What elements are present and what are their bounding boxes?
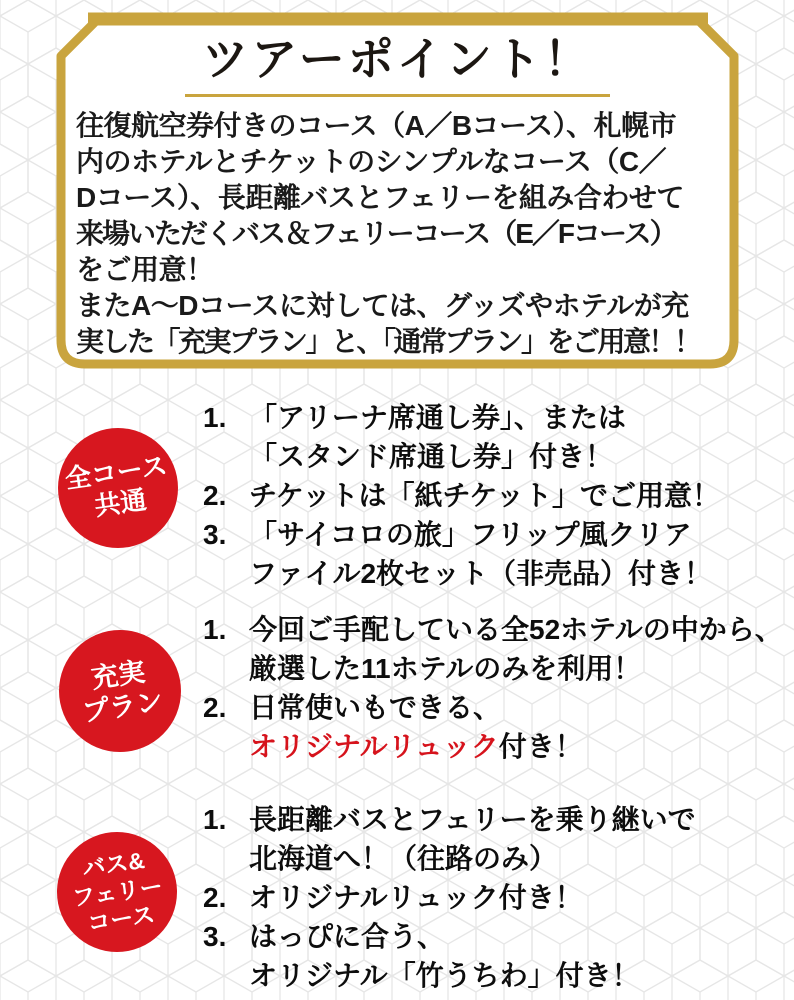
list-text: チケットは「紙チケット」でご用意！ bbox=[249, 480, 720, 511]
badge-label-line: バス& bbox=[80, 846, 146, 882]
list-item-line bbox=[249, 476, 720, 515]
list-text: 今回ご手配している全52ホテルの中から、 bbox=[249, 614, 783, 645]
section-badge bbox=[58, 428, 178, 548]
list-text: 日常使いもできる、 bbox=[249, 692, 502, 723]
description-line: 内のホテルとチケットのシンプルなコース（C／ bbox=[76, 146, 667, 178]
list-text: はっぴに合う、 bbox=[249, 921, 446, 952]
list-text: オリジナルリュック付き！ bbox=[249, 882, 583, 913]
list-item-line bbox=[249, 688, 583, 727]
list-item-line bbox=[249, 554, 712, 593]
item-number: 2. bbox=[203, 480, 227, 511]
description-line: をご用意！ bbox=[76, 254, 214, 286]
item-number: 3. bbox=[203, 519, 227, 550]
list-item-line bbox=[249, 437, 626, 476]
item-number: 1. bbox=[203, 402, 227, 433]
list-item-line bbox=[249, 839, 696, 878]
list-item bbox=[203, 688, 783, 766]
item-number: 1. bbox=[203, 614, 227, 645]
badge-label-line: 共通 bbox=[92, 484, 148, 522]
section-list bbox=[203, 398, 720, 593]
list-item-line bbox=[249, 727, 583, 766]
list-text: 「サイコロの旅」フリップ風クリア bbox=[249, 519, 692, 550]
list-text: 厳選した11ホテルのみを利用！ bbox=[249, 653, 642, 684]
badge-label-line: 充実 bbox=[88, 656, 147, 694]
title-underline bbox=[185, 94, 610, 97]
list-item-line bbox=[249, 649, 783, 688]
description-line: Dコース）、長距離バスとフェリーを組み合わせて bbox=[76, 182, 684, 214]
list-item bbox=[203, 610, 783, 688]
list-item-line bbox=[249, 956, 640, 995]
section-list bbox=[203, 800, 696, 995]
list-item bbox=[203, 398, 720, 476]
list-text: 「スタンド席通し券」付き！ bbox=[249, 441, 614, 472]
list-item-line bbox=[249, 515, 712, 554]
list-text: オリジナル「竹うちわ」付き！ bbox=[249, 960, 640, 991]
course-description bbox=[61, 108, 734, 360]
section-badge bbox=[57, 832, 177, 952]
list-item-line bbox=[249, 800, 696, 839]
list-text: 「アリーナ席通し券」、または bbox=[249, 402, 626, 433]
list-text: 長距離バスとフェリーを乗り継いで bbox=[249, 804, 696, 835]
tour-points-box bbox=[61, 18, 734, 364]
tour-section bbox=[0, 800, 794, 1000]
list-text: ファイル2枚セット（非売品）付き！ bbox=[249, 558, 713, 589]
description-line: 来場いただくバス＆フェリーコース（E／Fコース） bbox=[76, 218, 676, 250]
list-item-line bbox=[249, 610, 783, 649]
badge-label bbox=[63, 450, 173, 526]
item-number: 2. bbox=[203, 692, 227, 723]
list-item-line bbox=[249, 398, 626, 437]
badge-label-line: コース bbox=[85, 900, 157, 937]
list-item-line bbox=[249, 878, 583, 917]
item-number: 1. bbox=[203, 804, 227, 835]
badge-label bbox=[66, 845, 167, 940]
badge-label-line: プラン bbox=[80, 686, 165, 728]
list-item bbox=[203, 917, 696, 995]
description-line: 往復航空券付きのコース（A／Bコース）、札幌市 bbox=[76, 110, 677, 142]
highlight-red-text: オリジナルリュック bbox=[249, 731, 499, 762]
list-item bbox=[203, 800, 696, 878]
section-list bbox=[203, 610, 783, 766]
tour-section bbox=[0, 610, 794, 780]
list-item bbox=[203, 878, 696, 917]
description-line: 実した「充実プラン」と、「通常プラン」をご用意！！ bbox=[76, 326, 700, 358]
section-badge bbox=[59, 630, 181, 752]
item-number: 3. bbox=[203, 921, 227, 952]
list-text: 付き！ bbox=[498, 731, 583, 762]
list-text: 北海道へ！（往路のみ） bbox=[249, 843, 558, 874]
badge-label-line: フェリー bbox=[70, 872, 164, 911]
page-title: ツアーポイント！ bbox=[202, 33, 593, 85]
list-item-line bbox=[249, 917, 640, 956]
description-line: またA～Dコースに対しては、グッズやホテルが充 bbox=[76, 290, 689, 322]
list-item bbox=[203, 515, 720, 593]
list-item bbox=[203, 476, 720, 515]
item-number: 2. bbox=[203, 882, 227, 913]
badge-label-line: 全コース bbox=[62, 449, 169, 494]
badge-label bbox=[75, 653, 164, 728]
tour-section bbox=[0, 398, 794, 598]
